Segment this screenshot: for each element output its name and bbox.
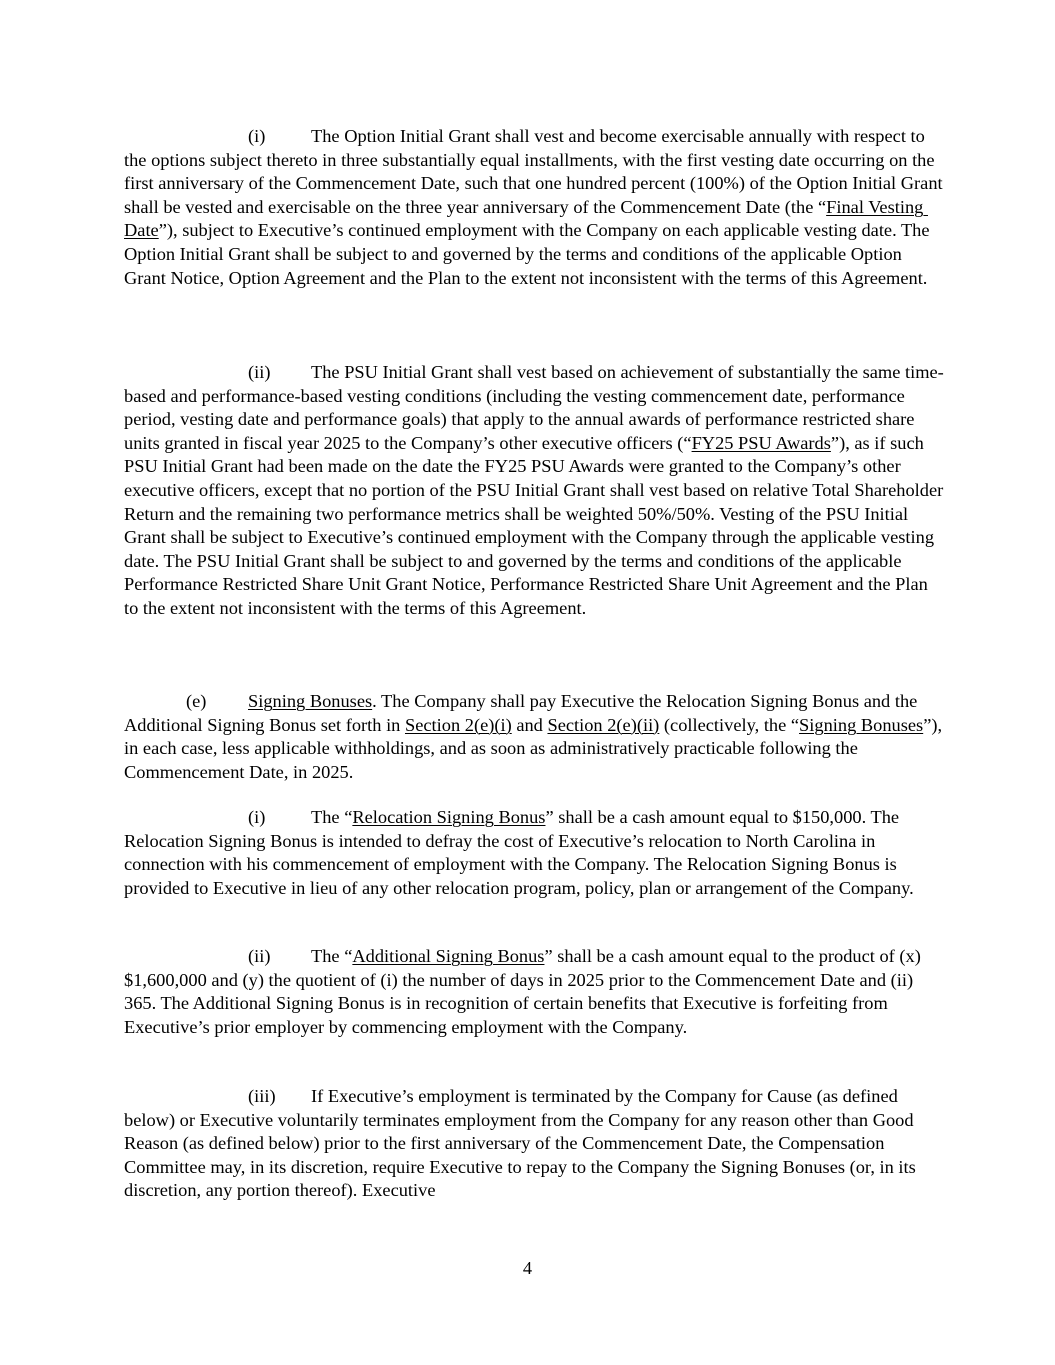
paragraph-number: (e)	[186, 691, 207, 711]
paragraph-text: . The Company shall pay Executive the Relocation Signing Bonus and the Additional Signing Bonus set forth in	[124, 691, 921, 735]
paragraph-text: ”), as if such PSU Initial Grant had been made on the date the FY25 PSU Awards were granted to the Company’s other executive officers, except that no portion of the PSU Initial Grant shall vest based on relative Total Shareholder Return and the remaining two performance metrics shall be weighted 50%/50%. Vesting of the PSU Initial Grant shall be subject to Executive’s continued employment with the Company through the applicable vesting date. The PSU Initial Grant shall be subject to and governed by the terms and conditions of the applicable Performance Restricted Share Unit Grant Notice, Performance Restricted Share Unit Agreement and the Plan to the extent not inconsistent with the terms of this Agreement.	[124, 432, 948, 618]
cross-reference-section-2-e-ii: Section 2(e)(ii)	[547, 714, 660, 735]
defined-term-additional-signing-bonus: Additional Signing Bonus	[352, 946, 545, 966]
paragraph-text: ”), in each case, less applicable withholdings, and as soon as administratively practicable following the Commencement Date, in 2025.	[124, 714, 947, 782]
paragraph-text: If Executive’s employment is terminated by the Company for Cause (as defined below) or Executive voluntarily terminates employment from the Company for any reason other than Good Reason (as defined below) prior to the first anniversary of the Commencement Date, the Compensation Committee may, in its discretion, require Executive to repay to the Company the Signing Bonuses (or, in its discretion, any portion thereof). Executive	[124, 1086, 921, 1201]
paragraph-number: (ii)	[248, 946, 271, 966]
paragraph-number: (ii)	[248, 362, 271, 382]
paragraph-text: The “	[311, 807, 353, 827]
paragraph-number: (iii)	[248, 1086, 276, 1106]
defined-term-relocation-signing-bonus: Relocation Signing Bonus	[352, 807, 546, 827]
paragraph-text: ”), subject to Executive’s continued employment with the Company on each applicable vesting date. The Option Initial Grant shall be subject to and governed by the terms and conditions of the applicable Option Grant Notice, Option Agreement and the Plan to the extent not inconsistent with the terms of this Agreement.	[124, 220, 935, 288]
paragraph-text: (collectively, the “	[659, 714, 800, 735]
section-heading-signing-bonuses: Signing Bonuses	[248, 691, 373, 711]
paragraph-number: (i)	[248, 807, 266, 827]
paragraph-additional-signing-bonus	[124, 945, 944, 1039]
paragraph-text: The PSU Initial Grant shall vest based on achievement of substantially the same time-based and performance-based vesting conditions (including the vesting commencement date, performance period, vesting date and performance goals) that apply to the annual awards of performance restricted share units granted in fiscal year 2025 to the Company’s other executive officers (“	[124, 362, 944, 453]
paragraph-repayment	[124, 1085, 944, 1203]
paragraph-text: and	[511, 714, 548, 735]
defined-term-fy25-psu-awards: FY25 PSU Awards	[691, 432, 831, 453]
defined-term-signing-bonuses: Signing Bonuses	[799, 714, 924, 735]
paragraph-text: ” shall be a cash amount equal to $150,000. The Relocation Signing Bonus is intended to defray the cost of Executive’s relocation to North Carolina in connection with his commencement of employment with the Company. The Relocation Signing Bonus is provided to Executive in lieu of any other relocation program, policy, plan or arrangement of the Company.	[124, 807, 914, 898]
defined-term-final-vesting-date: Final Vesting Date	[124, 196, 928, 241]
paragraph-relocation-signing-bonus	[124, 806, 944, 900]
page-number: 4	[522, 1258, 533, 1278]
paragraph-option-initial-grant	[124, 125, 948, 290]
paragraph-signing-bonuses	[124, 690, 947, 784]
paragraph-text: The Option Initial Grant shall vest and become exercisable annually with respect to the options subject thereto in three substantially equal installments, with the first vesting date occurring on the first anniversary of the Commencement Date, such that one hundred percent (100%) of the Option Initial Grant shall be vested and exercisable on the three year anniversary of the Commencement Date (the “	[124, 126, 948, 217]
paragraph-psu-initial-grant	[124, 361, 948, 621]
paragraph-text: ” shall be a cash amount equal to the product of (x) $1,600,000 and (y) the quotient of (i) the number of days in 2025 prior to the Commencement Date and (ii) 365. The Additional Signing Bonus is in recognition of certain benefits that Executive is forfeiting from Executive’s prior employer by commencing employment with the Company.	[124, 946, 926, 1037]
cross-reference-section-2-e-i: Section 2(e)(i)	[404, 714, 512, 735]
paragraph-text: The “	[311, 946, 353, 966]
paragraph-number: (i)	[248, 126, 266, 146]
